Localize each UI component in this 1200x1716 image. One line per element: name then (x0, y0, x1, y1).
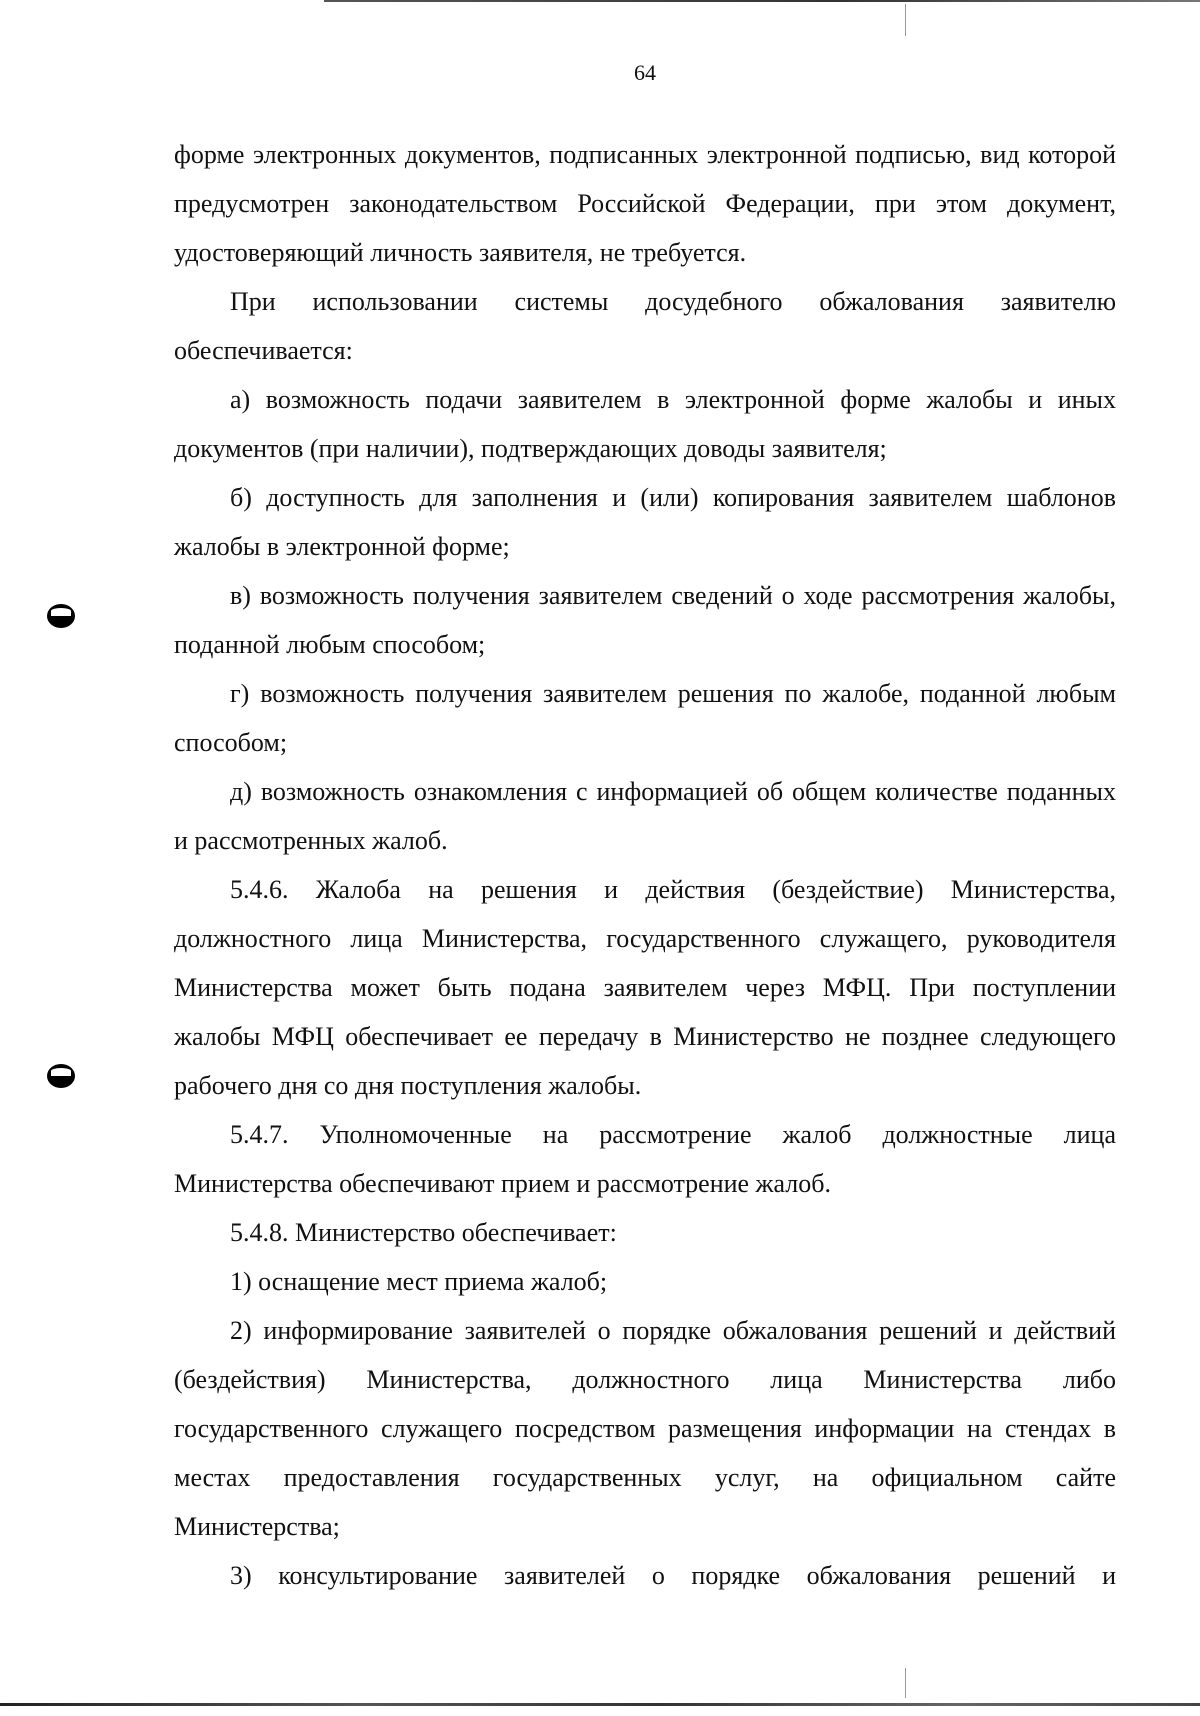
paragraph: 5.4.8. Министерство обеспечивает: (230, 1218, 617, 1247)
list-item: а) возможность подачи заявителем в электронной форме жалобы и иных документов (при наличии), подтверждающих доводы заявителя; (174, 385, 1116, 463)
punch-hole-icon (47, 1064, 75, 1088)
punch-hole-icon (47, 604, 75, 628)
list-item: б) доступность для заполнения и (или) копирования заявителем шаблонов жалобы в электронной форме; (174, 483, 1116, 561)
scan-edge-bottom (0, 1703, 1200, 1706)
paragraph: форме электронных документов, подписанных электронной подписью, вид которой предусмотрен законодательством Российской Федерации, при этом документ, удостоверяющий личность заявителя, не требуется. (174, 140, 1116, 267)
scan-artifact-tick (905, 1668, 906, 1698)
paragraph: 5.4.7. Уполномоченные на рассмотрение жалоб должностные лица Министерства обеспечивают прием и рассмотрение жалоб. (174, 1120, 1116, 1198)
list-item: г) возможность получения заявителем решения по жалобе, поданной любым способом; (174, 679, 1116, 757)
scan-artifact-tick (905, 4, 906, 36)
list-item: д) возможность ознакомления с информацией об общем количестве поданных и рассмотренных жалоб. (174, 777, 1116, 855)
list-item: 1) оснащение мест приема жалоб; (230, 1267, 608, 1296)
page-number: 64 (634, 60, 656, 85)
list-item: 2) информирование заявителей о порядке обжалования решений и действий (бездействия) Министерства, должностного лица Министерства либо государственного служащего посредством размещения информации на стендах в местах предоставления государственных услуг, на официальном сайте Министерства; (174, 1316, 1116, 1541)
document-body (174, 130, 1116, 1600)
list-item: в) возможность получения заявителем сведений о ходе рассмотрения жалобы, поданной любым способом; (174, 581, 1116, 659)
scan-edge-top (0, 0, 1200, 2)
paragraph: При использовании системы досудебного обжалования заявителю обеспечивается: (174, 287, 1116, 365)
list-item: 3) консультирование заявителей о порядке обжалования решений и (230, 1561, 1116, 1590)
paragraph: 5.4.6. Жалоба на решения и действия (бездействие) Министерства, должностного лица Министерства, государственного служащего, руководителя Министерства может быть подана заявителем через МФЦ. При поступлении жалобы МФЦ обеспечивает ее передачу в Министерство не позднее следующего рабочего дня со дня поступления жалобы. (174, 875, 1116, 1100)
